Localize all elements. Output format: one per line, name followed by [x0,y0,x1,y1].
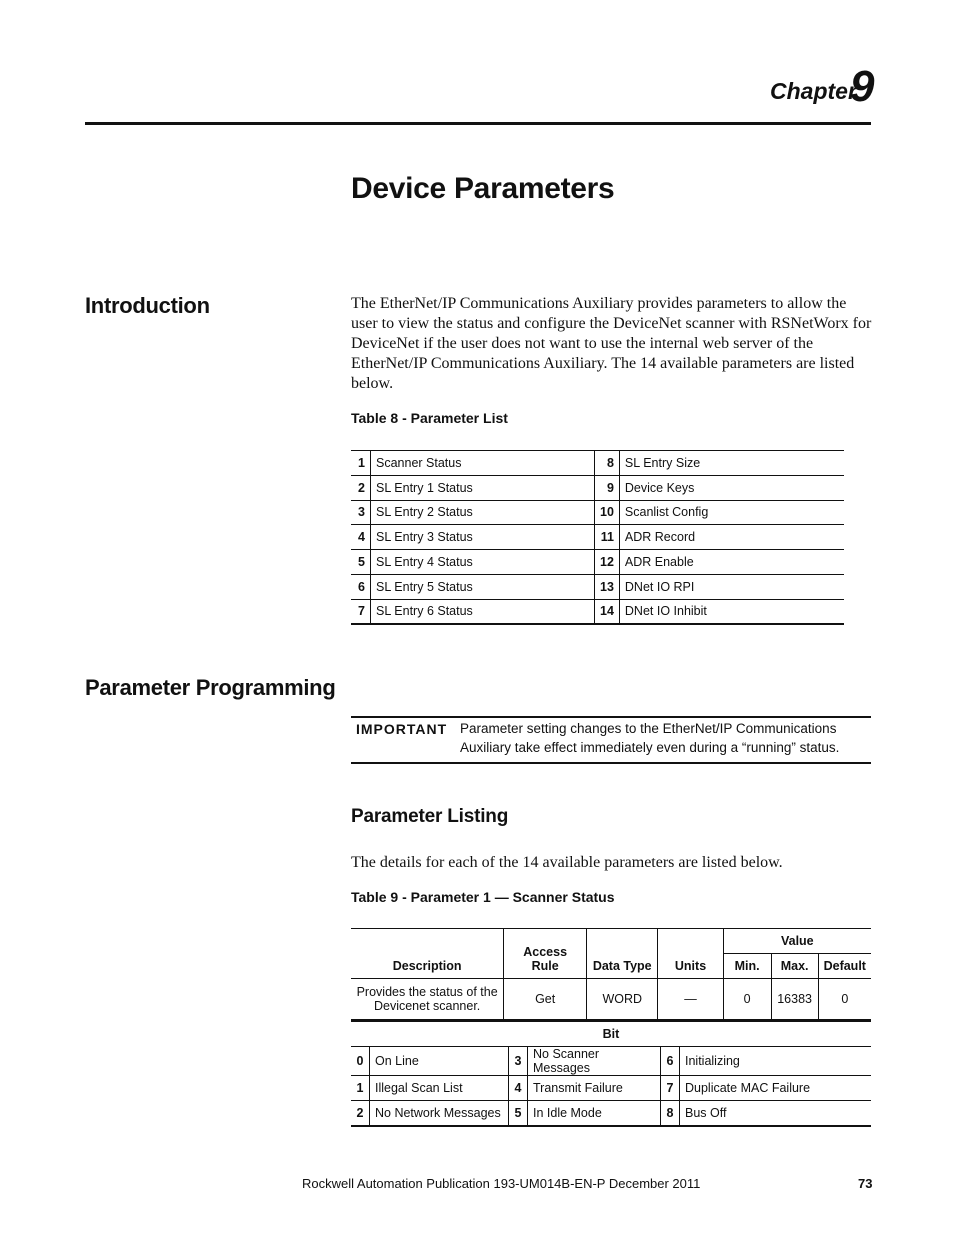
param-name: SL Entry 4 Status [371,550,595,575]
bit-row [351,1076,871,1101]
parameter-list-row [351,500,844,525]
bit-number: 7 [661,1076,680,1101]
param-number: 5 [351,550,371,575]
value-min: 0 [723,979,771,1021]
bit-description: On Line [370,1047,509,1076]
bit-number: 8 [661,1101,680,1127]
parameter-list-table [351,450,844,625]
header-rule [85,122,871,125]
bit-row [351,1047,871,1076]
bit-number: 5 [509,1101,528,1127]
param-name: SL Entry 2 Status [371,500,595,525]
param-number: 3 [351,500,371,525]
param-number: 11 [595,525,620,550]
parameter-listing-body: The details for each of the 14 available parameters are listed below. [351,854,783,871]
bit-number: 3 [509,1047,528,1076]
introduction-body: The EtherNet/IP Communications Auxiliary provides parameters to allow the user to view the status and configure the DeviceNet scanner with RSNetWorx for DeviceNet if the user does not want to use the internal web server of the EtherNet/IP Communications Auxiliary. The 14 available parameters are listed below. [351,295,872,392]
scanner-status-bits-table [351,1021,871,1127]
param-name: SL Entry 6 Status [376,604,473,619]
param-number: 7 [351,599,371,624]
parameter-list-row [351,525,844,550]
parameter-list-row [351,451,844,476]
header-value: Value [723,929,871,954]
value-access-rule: Get [504,979,587,1021]
bit-description: In Idle Mode [528,1101,661,1127]
parameter-list-row [351,550,844,575]
header-access-rule: Access Rule [504,929,587,979]
param-name: SL Entry 3 Status [371,525,595,550]
param-number: 10 [595,500,620,525]
parameter-programming-heading: Parameter Programming [85,675,336,700]
introduction-heading: Introduction [85,293,210,318]
bit-number: 1 [351,1076,370,1101]
bit-description: Illegal Scan List [370,1076,509,1101]
bit-description: Duplicate MAC Failure [680,1076,872,1101]
bit-header: Bit [351,1022,871,1047]
param-number: 12 [595,550,620,575]
scanner-status-table [351,928,871,1021]
value-max: 16383 [771,979,818,1021]
param-name: SL Entry 5 Status [371,574,595,599]
bit-description: Initializing [680,1047,872,1076]
bit-row [351,1101,871,1127]
parameter-listing-heading: Parameter Listing [351,806,509,827]
value-units: — [658,979,723,1021]
table8-caption: Table 8 - Parameter List [351,410,508,426]
value-default: 0 [818,979,871,1021]
important-text: Parameter setting changes to the EtherNet/IP Communications Auxiliary take effect immediately even during a “running” status. [460,721,840,755]
param-name: DNet IO RPI [619,574,844,599]
chapter-label: Chapter [770,78,857,104]
header-max: Max. [771,954,818,979]
bit-description: Bus Off [680,1101,872,1127]
param-name: Scanner Status [371,451,595,476]
param-name: SL Entry Size [619,451,844,476]
header-default: Default [818,954,871,979]
parameter-list-row [351,574,844,599]
header-description: Description [351,929,504,979]
param-number: 2 [351,475,371,500]
param-name: DNet IO Inhibit [624,604,707,619]
bit-description: Transmit Failure [528,1076,661,1101]
header-units: Units [658,929,723,979]
important-label: IMPORTANT [356,721,448,737]
param-number: 6 [351,574,371,599]
bit-number: 6 [661,1047,680,1076]
important-rule-bottom [351,762,871,764]
param-number: 4 [351,525,371,550]
param-number: 14 [595,599,620,624]
value-description: Provides the status of the Devicenet scanner. [351,979,504,1021]
param-name: Device Keys [619,475,844,500]
header-min: Min. [723,954,771,979]
bit-number: 4 [509,1076,528,1101]
bit-number: 0 [351,1047,370,1076]
param-name: ADR Record [619,525,844,550]
param-number: 9 [595,475,620,500]
param-number: 8 [595,451,620,476]
param-number: 1 [351,451,371,476]
table9-caption: Table 9 - Parameter 1 — Scanner Status [351,889,615,905]
value-data-type: WORD [587,979,658,1021]
bit-number: 2 [351,1101,370,1127]
param-name: ADR Enable [619,550,844,575]
header-data-type: Data Type [587,929,658,979]
chapter-number: 9 [850,62,875,111]
param-number: 13 [595,574,620,599]
parameter-list-row [351,599,844,624]
bit-description: No Scanner Messages [528,1047,661,1076]
page-title: Device Parameters [351,172,615,205]
param-name: SL Entry 1 Status [371,475,595,500]
parameter-list-row [351,475,844,500]
bit-description: No Network Messages [370,1101,509,1127]
page-number: 73 [858,1176,873,1191]
param-name: Scanlist Config [619,500,844,525]
important-rule-top [351,716,871,718]
footer-publication: Rockwell Automation Publication 193-UM014B-EN-P December 2011 [302,1176,701,1191]
